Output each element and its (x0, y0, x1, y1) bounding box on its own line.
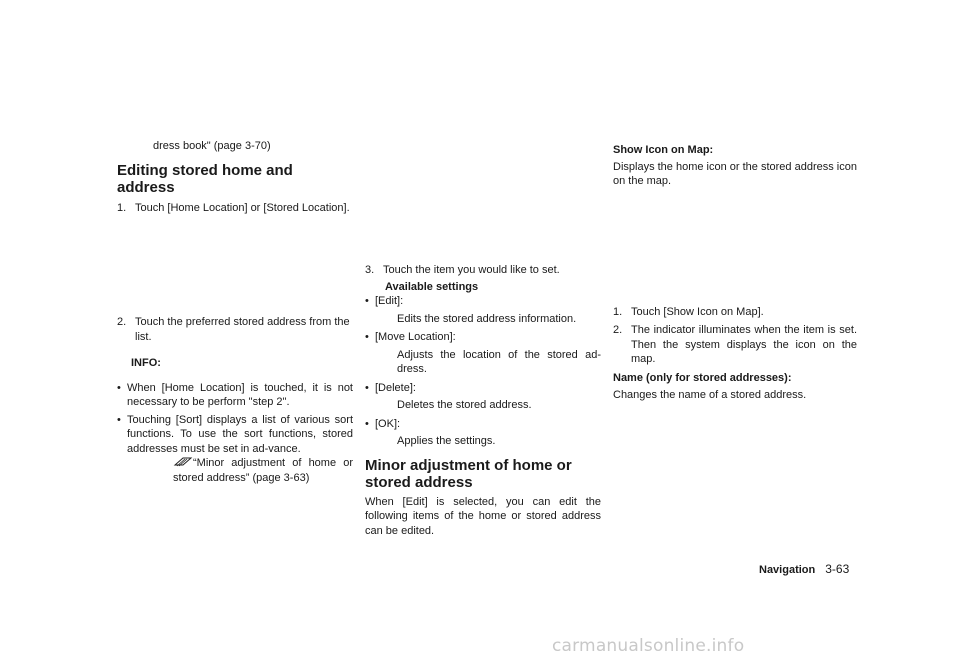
name-desc: Changes the name of a stored address. (613, 389, 807, 401)
carry-over-text: dress book" (page 3-70) (153, 140, 271, 152)
book-reference-icon (173, 456, 193, 467)
setting-name: [Move Location]: (375, 331, 456, 343)
setting-name: [OK]: (375, 417, 401, 430)
step-2 (117, 315, 353, 344)
column-left (117, 139, 353, 485)
bullet-dot: • (365, 295, 369, 307)
available-settings-label: Available settings (385, 280, 479, 293)
setting-name: [Delete]: (375, 381, 416, 394)
section-heading-editing: Editing stored home and address (117, 161, 293, 196)
setting-desc: Applies the settings. (397, 435, 496, 447)
page-number: 3-63 (825, 562, 850, 576)
show-icon-label: Show Icon on Map: (613, 144, 714, 156)
setting-move-location (365, 330, 601, 345)
step-1 (613, 305, 857, 320)
bullet-text: Touching [Sort] displays a list of various sort functions. To use the sort functions, stored addresses must be set in ad-vance. (127, 413, 353, 455)
column-right (613, 143, 857, 403)
image-gap (613, 189, 857, 305)
name-label: Name (only for stored addresses): (613, 371, 792, 384)
setting-edit (365, 294, 601, 309)
setting-name: [Edit]: (375, 295, 404, 307)
step-3 (365, 263, 601, 278)
step-text: The indicator illuminates when the item is set. Then the system displays the icon on the map. (631, 324, 857, 365)
step-text: Touch the preferred stored address from the list. (135, 316, 350, 343)
setting-delete (365, 381, 601, 396)
step-number: 2. (613, 324, 623, 336)
bullet-dot: • (365, 331, 369, 343)
bullet-text: When [Home Location] is touched, it is not necessary to be perform "step 2". (127, 381, 353, 408)
step-number: 1. (613, 305, 623, 318)
step-1 (117, 201, 353, 216)
page-footer (759, 562, 869, 576)
step-text: Touch the item you would like to set. (383, 264, 560, 276)
image-gap (117, 215, 353, 315)
reference-text: “Minor adjustment of home or stored address” (page 3-63) (173, 457, 353, 484)
setting-desc: Deletes the stored address. (397, 399, 532, 411)
paragraph: When [Edit] is selected, you can edit the following items of the home or stored address can be edited. (365, 495, 601, 537)
step-2 (613, 323, 857, 367)
bullet-dot: • (365, 417, 369, 430)
setting-desc: Adjusts the location of the stored ad-dress. (397, 348, 601, 375)
show-icon-desc: Displays the home icon or the stored address icon on the map. (613, 160, 857, 187)
bullet-dot: • (365, 381, 369, 394)
section-heading-minor-adjustment: Minor adjustment of home or stored address (365, 456, 572, 491)
watermark: carmanualsonline.info (552, 636, 745, 656)
bullet-dot: • (117, 381, 121, 394)
info-label: INFO: (131, 357, 161, 369)
info-bullet (117, 413, 353, 457)
column-middle (365, 263, 601, 538)
section-name: Navigation (759, 564, 816, 576)
info-bullet (117, 381, 353, 410)
setting-ok (365, 417, 601, 432)
bullet-dot: • (117, 413, 121, 426)
step-number: 2. (117, 316, 127, 328)
step-number: 3. (365, 264, 375, 276)
setting-desc: Edits the stored address information. (397, 312, 577, 325)
step-text: Touch [Home Location] or [Stored Location]. (135, 201, 350, 214)
cross-reference[interactable] (117, 456, 353, 485)
step-number: 1. (117, 201, 127, 214)
step-text: Touch [Show Icon on Map]. (631, 305, 764, 318)
